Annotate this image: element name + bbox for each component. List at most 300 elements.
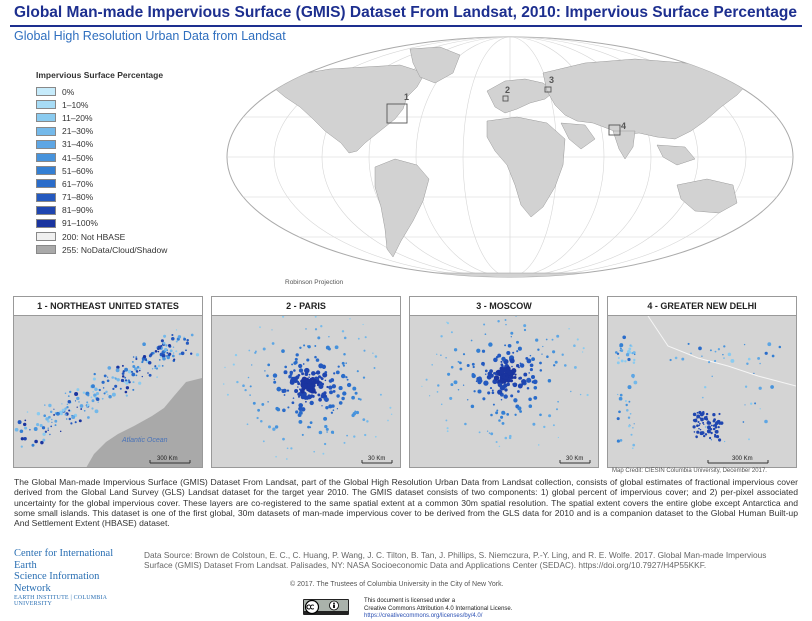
urban-mark [42,426,45,429]
urban-mark [707,421,711,425]
urban-mark [321,377,324,380]
urban-mark [323,397,326,400]
urban-mark [108,395,111,398]
urban-mark [42,433,45,436]
urban-mark [224,367,225,368]
urban-mark [627,358,630,361]
urban-mark [543,426,545,428]
urban-mark [250,385,252,387]
urban-mark [296,375,300,379]
copyright-text: © 2017. The Trustees of Columbia University in the City of New York. [290,581,504,588]
urban-mark [564,364,567,367]
legend-item [36,204,167,217]
urban-mark [186,339,188,341]
urban-mark [315,328,317,330]
urban-mark [530,368,533,371]
projection-label: Robinson Projection [285,279,344,286]
urban-mark [158,351,160,353]
urban-mark [485,370,488,373]
urban-mark [497,354,501,358]
urban-mark [698,428,700,430]
urban-mark [42,439,45,442]
urban-mark [165,344,167,346]
panel-title: 2 - PARIS [212,297,400,316]
urban-mark [715,424,717,426]
urban-mark [325,380,327,382]
panel-paris [211,296,401,468]
urban-mark [702,422,704,424]
urban-mark [714,435,716,437]
urban-mark [273,381,276,384]
urban-mark [273,373,277,377]
urban-mark [711,425,713,427]
urban-mark [287,406,289,408]
urban-mark [80,408,82,410]
description-text: The Global Man-made Impervious Surface (GMIS) Dataset From Landsat, part of the Global High Resolution Urban Data from Landsat collection, consists of global estimates of fractional impervious cover derived from the Global Land Survey (GLS) Landsat dataset for the target year 2010. The GMIS dataset consists of two components: 1) global percent of impervious cover; and 2) per-pixel associated uncertainty for the global impervious cover. These layers are co-registered to the same spatial extent at a common 30m spatial resolution. The spatial extent covers the entire globe except Antarctica and some small islands. This dataset is one of the first global, 30m datasets of man-made impervious cover to be derived from the GLS data for 2010 and is a companion dataset to the Global Human Built-up And Settlement Extent (HBASE) dataset. [14,477,798,529]
panel-map [608,316,796,468]
urban-mark [694,431,696,433]
urban-mark [94,388,97,391]
urban-mark [573,344,576,347]
urban-mark [488,342,492,346]
urban-mark [75,400,76,401]
urban-mark [84,410,86,412]
urban-mark [281,349,285,353]
urban-mark [697,421,699,423]
urban-mark [504,344,506,346]
urban-mark [446,322,447,323]
urban-mark [694,419,698,423]
urban-mark [622,335,626,339]
urban-mark [498,383,503,388]
locator-label-1: 1 [404,92,410,102]
urban-mark [619,343,623,347]
urban-mark [421,386,422,387]
urban-mark [172,355,175,358]
urban-mark [724,441,725,442]
urban-mark [181,351,185,355]
urban-mark [632,447,634,449]
urban-mark [318,363,323,368]
urban-mark [273,379,275,381]
urban-mark [534,380,536,382]
urban-mark [128,370,132,374]
urban-mark [633,359,635,361]
urban-mark [272,342,275,345]
urban-mark [298,364,302,368]
legend-swatch [36,127,56,136]
urban-mark [505,437,508,440]
urban-mark [103,387,105,389]
urban-mark [506,351,510,355]
legend-label: 51–60% [62,165,94,176]
urban-mark [497,373,500,376]
urban-mark [326,428,329,431]
urban-mark [302,380,304,382]
legend-label: 11–20% [62,112,93,123]
urban-mark [24,420,26,422]
urban-mark [670,359,672,361]
urban-mark [132,365,135,368]
urban-mark [343,365,345,367]
legend-swatch [36,140,56,149]
urban-mark [509,435,512,438]
legend-label: 1–10% [62,99,89,110]
urban-mark [463,385,464,386]
urban-mark [70,422,72,424]
legend-rows [36,85,167,256]
urban-mark [310,401,314,405]
urban-mark [143,355,146,358]
urban-mark [29,429,31,431]
urban-mark [173,359,175,361]
urban-mark [518,347,522,351]
urban-mark [284,366,287,369]
legend [36,70,167,256]
urban-mark [191,334,194,337]
urban-mark [323,417,327,421]
urban-mark [583,347,585,349]
urban-mark [300,389,304,393]
urban-mark [366,420,368,422]
urban-mark [617,394,618,395]
urban-mark [574,366,577,369]
urban-mark [183,337,185,339]
urban-mark [532,423,535,426]
urban-mark [621,359,624,362]
panel-map [212,316,400,468]
urban-mark [23,437,26,440]
urban-mark [126,394,128,396]
urban-mark [142,342,146,346]
urban-mark [476,377,480,381]
urban-mark [313,451,315,453]
legend-swatch [36,87,56,96]
urban-mark [263,348,266,351]
urban-mark [287,389,289,391]
urban-mark [363,376,365,378]
ciesin-logo [14,548,138,607]
urban-mark [233,364,235,366]
urban-mark [548,414,551,417]
urban-mark [290,380,295,385]
urban-mark [156,376,158,378]
urban-mark [718,426,720,428]
urban-mark [326,346,330,350]
urban-mark [53,409,54,410]
urban-mark [577,338,579,340]
legend-label: 21–30% [62,126,94,137]
urban-mark [631,352,633,354]
urban-mark [506,366,511,371]
urban-mark [96,392,99,395]
urban-mark [711,376,712,377]
urban-mark [710,432,712,434]
urban-mark [247,423,249,425]
urban-mark [171,337,175,341]
urban-mark [275,456,277,458]
urban-mark [294,389,298,393]
urban-mark [695,435,698,438]
urban-mark [357,370,359,372]
urban-mark [482,397,485,400]
urban-mark [375,355,378,358]
urban-mark [710,428,712,430]
urban-mark [167,356,170,359]
urban-mark [93,377,96,380]
urban-mark [248,377,250,379]
urban-mark [779,346,782,349]
urban-mark [540,369,543,372]
urban-mark [510,358,515,363]
urban-mark [164,348,167,351]
urban-mark [759,387,762,390]
urban-mark [467,399,468,400]
urban-mark [620,394,623,397]
urban-mark [293,397,295,399]
urban-mark [718,422,721,425]
panel-map [14,316,202,468]
urban-mark [166,352,168,354]
urban-mark [482,350,485,353]
urban-mark [750,403,752,405]
urban-mark [692,425,695,428]
urban-mark [344,442,346,444]
urban-mark [510,332,513,335]
urban-mark [387,420,389,422]
urban-mark [124,377,126,379]
urban-mark [353,435,355,437]
urban-mark [105,391,107,393]
urban-mark [713,418,716,421]
urban-mark [34,427,38,431]
urban-mark [227,394,229,396]
urban-mark [336,370,340,374]
urban-mark [538,444,540,446]
urban-mark [171,334,173,336]
urban-mark [479,431,481,433]
urban-mark [473,366,475,368]
urban-mark [528,372,530,374]
urban-mark [454,380,458,384]
legend-item [36,164,167,177]
urban-mark [772,355,775,358]
legend-item [36,243,167,256]
urban-mark [356,411,359,414]
legend-swatch [36,206,56,215]
urban-mark [458,389,459,390]
urban-mark [697,412,699,414]
urban-mark [49,434,50,435]
urban-mark [122,365,124,367]
urban-mark [702,397,704,399]
urban-mark [633,361,635,363]
urban-mark [347,379,349,381]
urban-mark [91,384,95,388]
urban-mark [186,342,189,345]
urban-mark [765,352,768,355]
urban-mark [481,362,485,366]
urban-mark [342,391,346,395]
urban-mark [303,363,305,365]
urban-mark [459,362,462,365]
urban-mark [160,356,162,358]
urban-mark [500,361,502,363]
urban-mark [44,404,45,405]
urban-mark [157,348,160,351]
urban-mark [451,331,453,333]
urban-mark [154,367,156,369]
urban-mark [628,425,630,427]
urban-mark [253,402,256,405]
urban-mark [339,401,343,405]
urban-mark [512,383,513,384]
urban-mark [136,375,138,377]
urban-mark [520,363,524,367]
urban-mark [346,435,348,437]
urban-mark [190,353,192,355]
urban-mark [282,438,285,441]
urban-mark [744,404,745,405]
urban-mark [700,429,702,431]
urban-mark [519,377,522,380]
license-line2: Creative Commons Attribution 4.0 International License. [364,605,513,612]
urban-mark [66,418,68,420]
urban-mark [352,387,356,391]
page-subtitle: Global High Resolution Urban Data from Landsat [14,29,286,43]
urban-mark [53,414,55,416]
urban-mark [343,353,346,356]
urban-mark [625,404,627,406]
urban-mark [316,370,320,374]
urban-mark [135,358,137,360]
urban-mark [505,324,506,325]
urban-mark [23,423,26,426]
urban-mark [69,391,71,393]
urban-mark [281,389,283,391]
urban-mark [675,357,678,360]
panel-new-delhi [607,296,797,468]
urban-mark [440,354,442,356]
urban-mark [168,344,171,347]
urban-mark [159,359,161,361]
urban-mark [723,357,725,359]
urban-mark [321,392,326,397]
urban-mark [331,412,333,414]
urban-mark [70,410,71,411]
urban-mark [175,350,177,352]
urban-mark [705,418,708,421]
urban-mark [506,413,509,416]
urban-mark [86,401,88,403]
urban-mark [767,342,771,346]
urban-mark [48,404,51,407]
urban-mark [723,345,725,347]
urban-mark [34,440,38,444]
urban-mark [293,361,296,364]
legend-swatch [36,219,56,228]
urban-mark [45,431,47,433]
legend-swatch [36,179,56,188]
urban-mark [513,398,517,402]
urban-mark [138,382,141,385]
urban-mark [716,421,718,423]
urban-mark [496,410,498,412]
urban-mark [131,373,135,377]
urban-mark [132,361,134,363]
urban-mark [314,356,317,359]
urban-mark [681,358,684,361]
urban-mark [582,351,583,352]
urban-mark [504,394,508,398]
urban-mark [620,439,623,442]
urban-mark [306,358,309,361]
urban-mark [87,416,90,419]
urban-mark [539,362,542,365]
scale-label: 30 Km [368,456,386,462]
urban-mark [149,374,152,377]
urban-mark [311,371,316,376]
urban-mark [702,411,704,413]
urban-mark [706,413,708,415]
urban-mark [328,404,332,408]
legend-label: 200: Not HBASE [62,231,126,242]
urban-mark [548,379,551,382]
urban-mark [580,394,581,395]
urban-mark [257,409,260,412]
urban-mark [511,336,512,337]
urban-mark [272,428,275,431]
urban-mark [47,420,50,423]
urban-mark [626,409,629,412]
urban-mark [321,405,322,406]
license-link[interactable]: https://creativecommons.org/licenses/by/4.0/ [364,613,483,620]
urban-mark [267,401,268,402]
urban-mark [454,348,457,351]
urban-mark [521,379,526,384]
urban-mark [299,368,303,372]
urban-mark [104,392,106,394]
urban-mark [342,330,344,332]
urban-mark [530,363,534,367]
urban-mark [355,392,358,395]
urban-mark [314,345,316,347]
urban-mark [337,408,338,409]
urban-mark [730,359,734,363]
urban-mark [558,437,559,438]
urban-mark [626,353,629,356]
urban-mark [293,369,296,372]
urban-mark [256,417,258,419]
urban-mark [628,401,630,403]
urban-mark [498,419,501,422]
urban-mark [429,395,430,396]
urban-mark [502,422,505,425]
urban-mark [450,383,453,386]
urban-mark [495,411,498,414]
legend-item [36,125,167,138]
urban-mark [121,379,124,382]
urban-mark [305,401,307,403]
urban-mark [79,419,82,422]
urban-mark [705,426,707,428]
urban-mark [136,370,139,373]
urban-mark [50,411,52,413]
urban-mark [223,383,225,385]
urban-mark [693,413,697,417]
urban-mark [353,412,357,416]
urban-mark [91,407,93,409]
